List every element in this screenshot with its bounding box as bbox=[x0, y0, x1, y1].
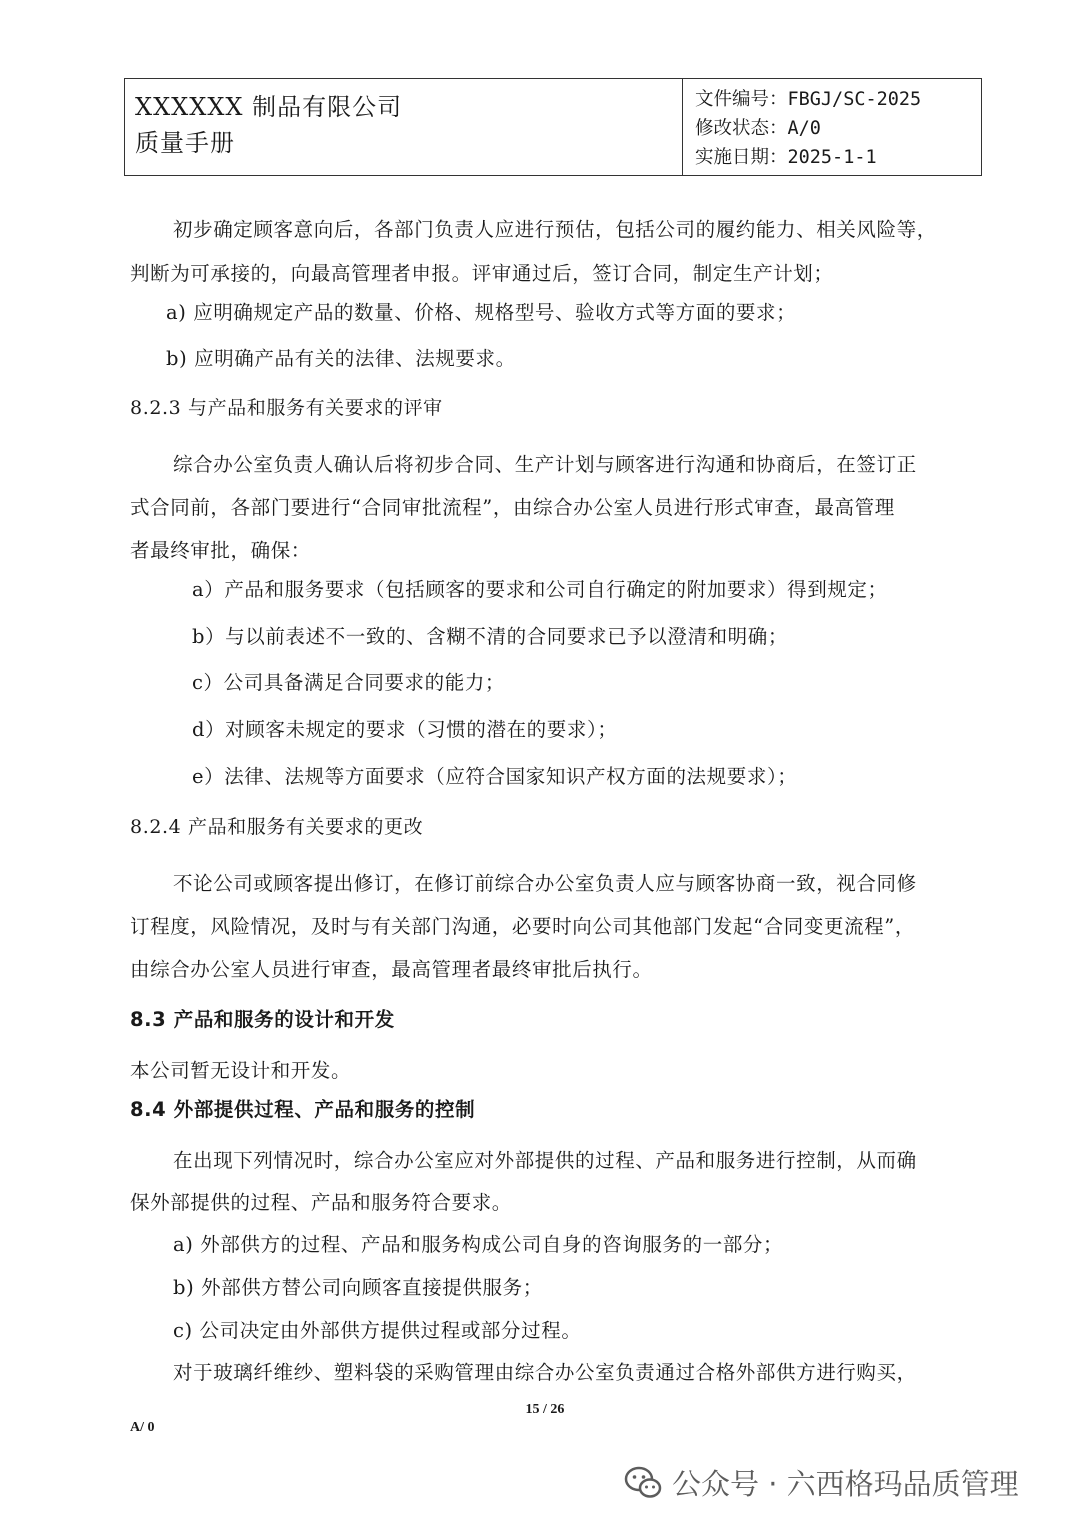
doc-number: 文件编号：FBGJ/SC-2025 bbox=[695, 89, 922, 110]
revision-status: 修改状态：A/0 bbox=[695, 118, 821, 139]
paragraph-line: 对于玻璃纤维纱、塑料袋的采购管理由综合办公室负责通过合格外部供方进行购买， bbox=[173, 1361, 917, 1384]
list-item: c）公司具备满足合同要求的能力； bbox=[192, 671, 506, 694]
watermark bbox=[624, 1462, 1019, 1503]
paragraph-line: 订程度，风险情况，及时与有关部门沟通，必要时向公司其他部门发起“合同变更流程”， bbox=[130, 915, 915, 938]
paragraph-line: 式合同前，各部门要进行“合同审批流程”，由综合办公室人员进行形式审查，最高管理 bbox=[130, 496, 895, 519]
header-right-cell bbox=[683, 79, 981, 175]
list-item: e）法律、法规等方面要求（应符合国家知识产权方面的法规要求）； bbox=[192, 765, 798, 788]
paragraph-line: 保外部提供的过程、产品和服务符合要求。 bbox=[130, 1191, 512, 1214]
paragraph-line: 判断为可承接的，向最高管理者申报。评审通过后，签订合同，制定生产计划； bbox=[130, 262, 834, 285]
effective-date: 实施日期：2025-1-1 bbox=[695, 147, 877, 168]
list-item: d）对顾客未规定的要求（习惯的潜在的要求）； bbox=[192, 718, 618, 741]
list-item: b）与以前表述不一致的、含糊不清的合同要求已予以澄清和明确； bbox=[192, 625, 788, 648]
paragraph-line: 者最终审批，确保： bbox=[130, 539, 311, 562]
version-label: A/ 0 bbox=[130, 1420, 155, 1435]
list-item: b) 外部供方替公司向顾客直接提供服务； bbox=[173, 1276, 543, 1299]
wechat-icon bbox=[624, 1466, 662, 1500]
list-item: c) 公司决定由外部供方提供过程或部分过程。 bbox=[173, 1319, 582, 1342]
list-item: a）产品和服务要求（包括顾客的要求和公司自行确定的附加要求）得到规定； bbox=[192, 578, 888, 601]
section-heading-8-2-4: 8.2.4 产品和服务有关要求的更改 bbox=[130, 816, 424, 838]
manual-title: 质量手册 bbox=[135, 129, 235, 157]
page-number: 15 / 26 bbox=[525, 1402, 565, 1417]
list-item: a) 外部供方的过程、产品和服务构成公司自身的咨询服务的一部分； bbox=[173, 1233, 784, 1256]
paragraph-line: 初步确定顾客意向后，各部门负责人应进行预估，包括公司的履约能力、相关风险等， bbox=[173, 218, 937, 241]
list-item: a) 应明确规定产品的数量、价格、规格型号、验收方式等方面的要求； bbox=[166, 301, 797, 324]
header-left-cell bbox=[125, 79, 683, 175]
document-header-table bbox=[124, 78, 982, 176]
section-heading-8-2-3: 8.2.3 与产品和服务有关要求的评审 bbox=[130, 397, 443, 419]
paragraph-line: 本公司暂无设计和开发。 bbox=[130, 1059, 352, 1082]
list-item: b) 应明确产品有关的法律、法规要求。 bbox=[166, 347, 516, 370]
paragraph-line: 由综合办公室人员进行审查，最高管理者最终审批后执行。 bbox=[130, 958, 653, 981]
paragraph-line: 不论公司或顾客提出修订，在修订前综合办公室负责人应与顾客协商一致，视合同修 bbox=[173, 872, 917, 895]
paragraph-line: 在出现下列情况时，综合办公室应对外部提供的过程、产品和服务进行控制，从而确 bbox=[173, 1149, 917, 1172]
section-heading-8-3: 8.3 产品和服务的设计和开发 bbox=[130, 1008, 395, 1031]
section-heading-8-4: 8.4 外部提供过程、产品和服务的控制 bbox=[130, 1098, 476, 1121]
watermark-text: 公众号 · 六西格玛品质管理 bbox=[672, 1467, 1019, 1501]
company-name: XXXXXX 制品有限公司 bbox=[135, 93, 403, 121]
paragraph-line: 综合办公室负责人确认后将初步合同、生产计划与顾客进行沟通和协商后，在签订正 bbox=[173, 453, 917, 476]
